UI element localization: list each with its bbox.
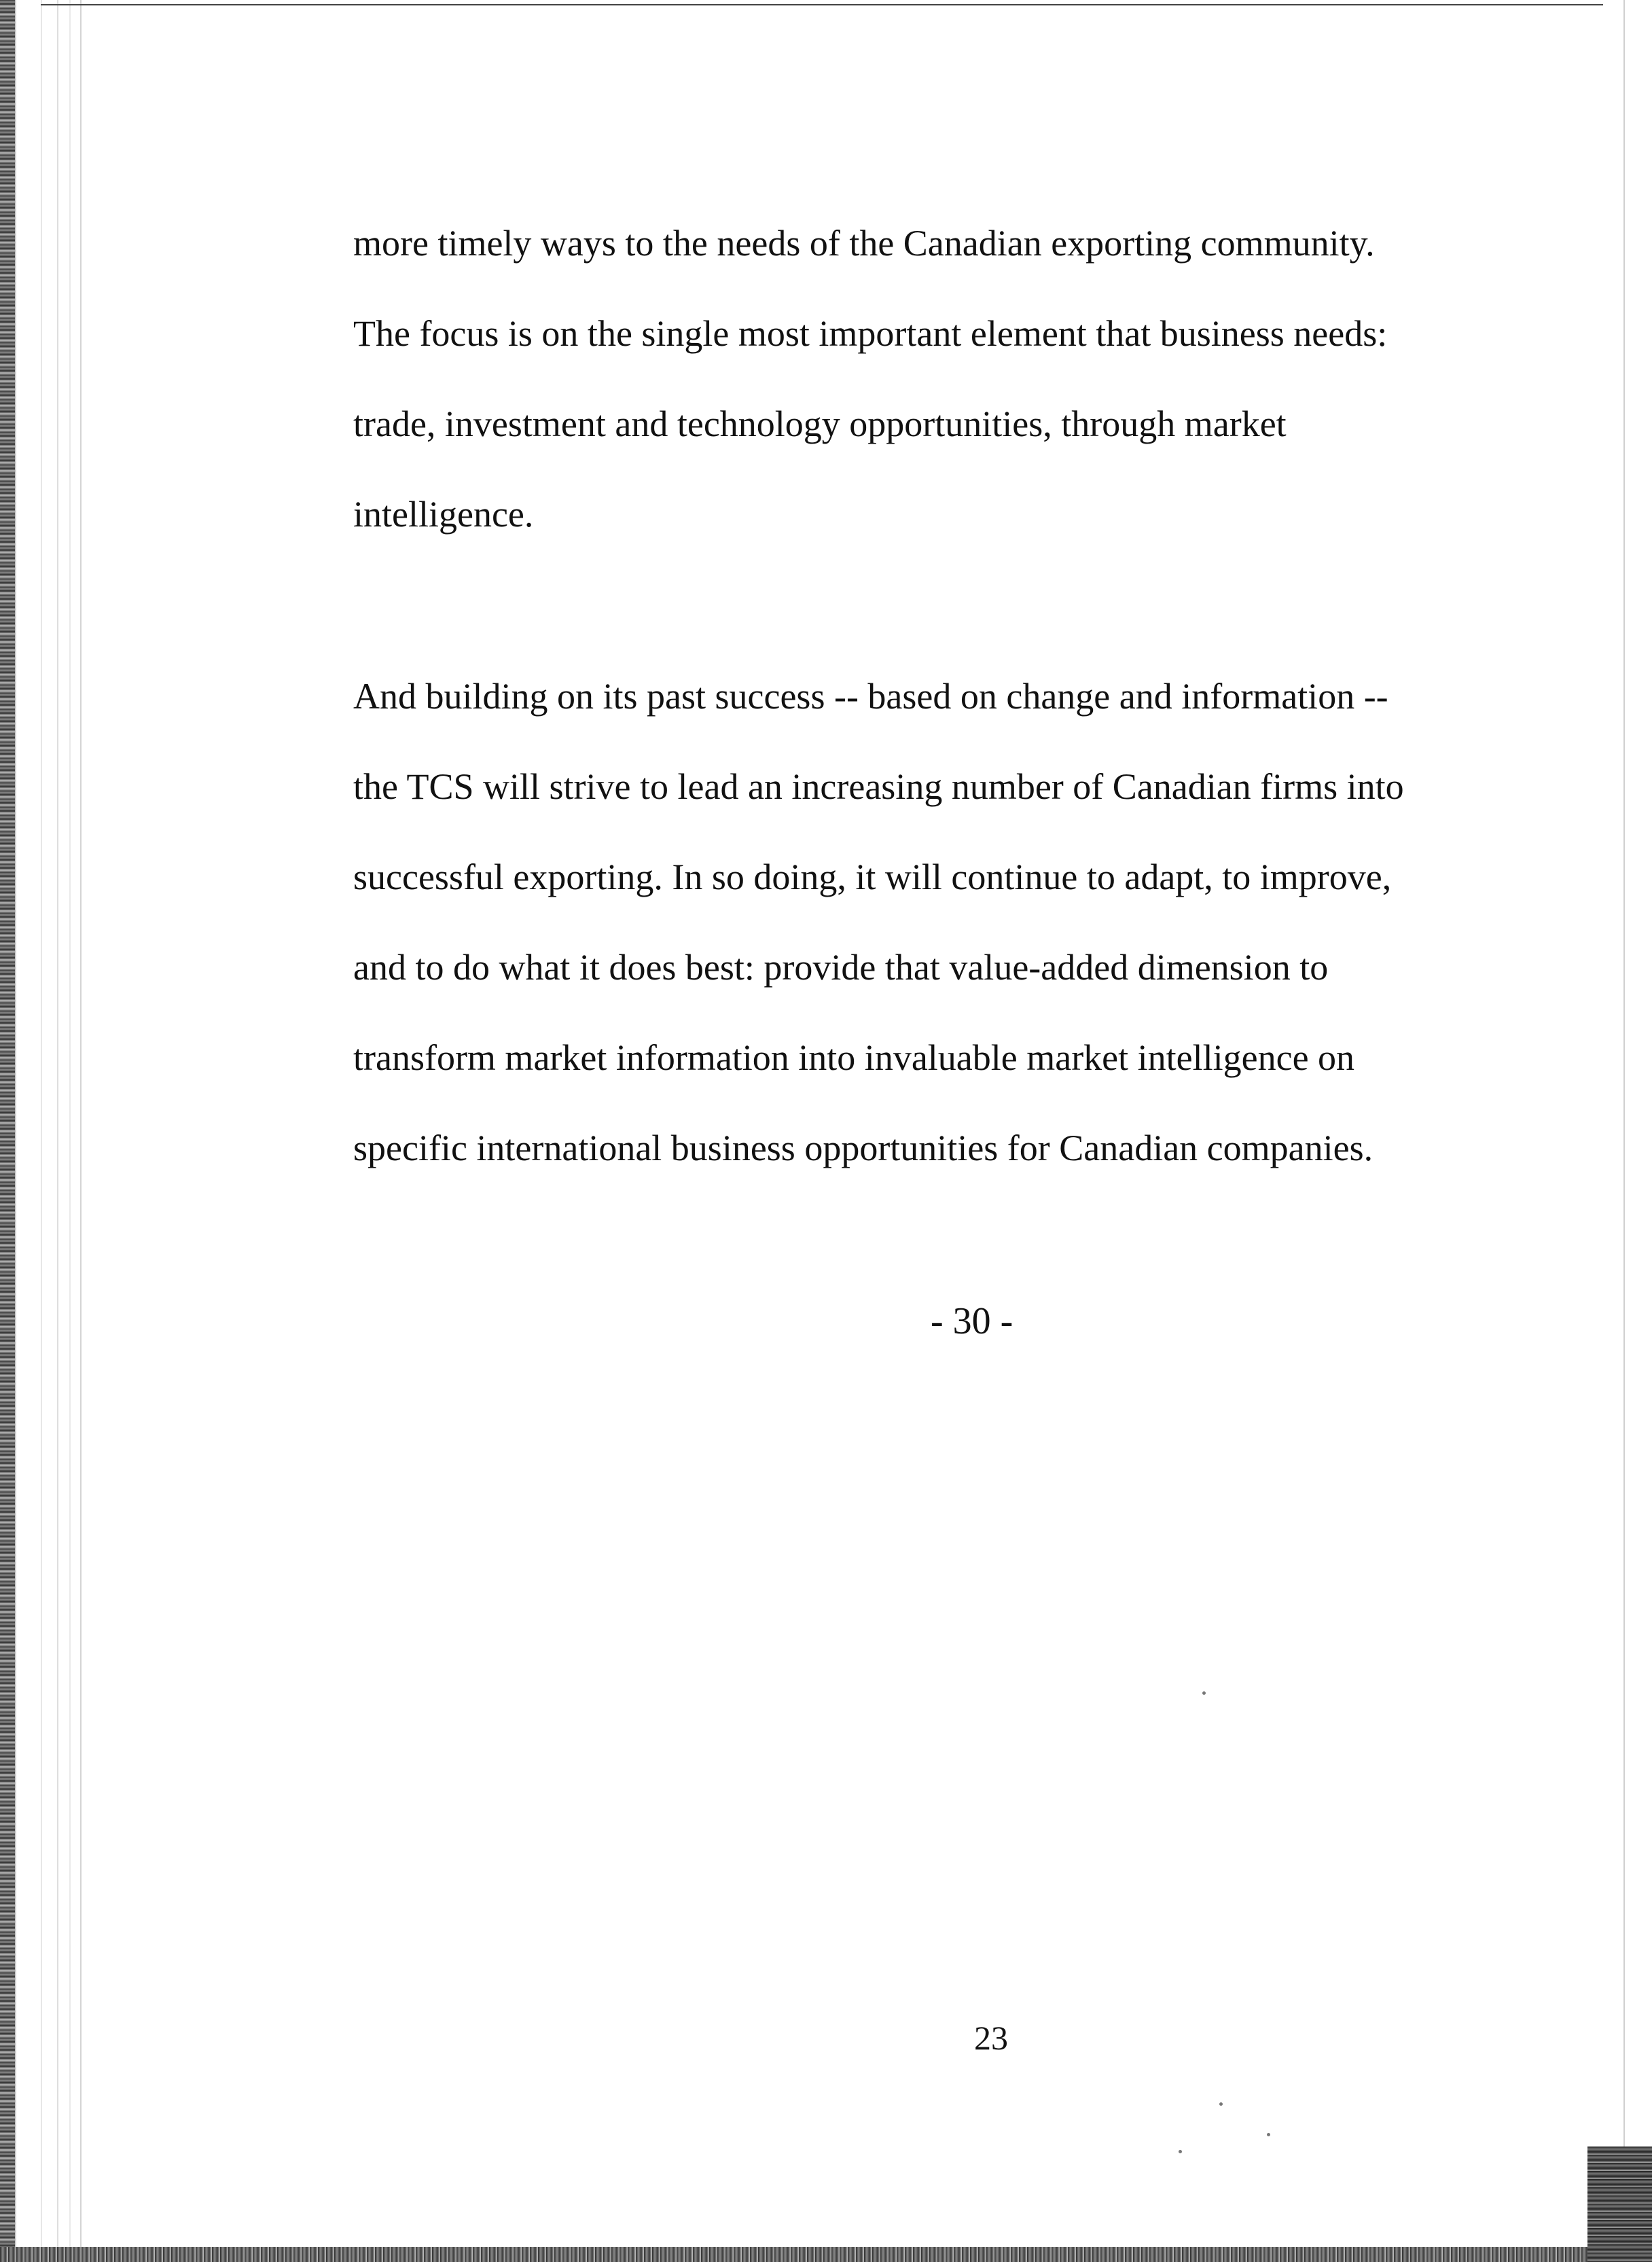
scan-speck (1267, 2133, 1270, 2136)
scan-speck (1202, 1691, 1206, 1695)
scan-right-edge (1623, 0, 1625, 2147)
text-line: and to do what it does best: provide that value-added dimension to (353, 947, 1329, 988)
document-body (353, 198, 1576, 1193)
scan-speck (1179, 2150, 1182, 2153)
text-line: transform market information into invaluable market intelligence on (353, 1037, 1355, 1078)
text-line: the TCS will strive to lead an increasing number of Canadian firms into (353, 766, 1404, 807)
text-line: trade, investment and technology opportunities, through market (353, 403, 1287, 444)
scan-left-edge (0, 0, 15, 2262)
text-line: And building on its past success -- based on change and information -- (353, 676, 1388, 717)
section-page-label: - 30 - (931, 1300, 1013, 1342)
page-number: 23 (974, 2019, 1008, 2057)
scan-top-edge (41, 0, 1603, 5)
paragraph-2 (353, 651, 1576, 1193)
scan-page-stack-lines (15, 0, 90, 2262)
scan-bottom-right-corner (1587, 2147, 1652, 2262)
text-line: The focus is on the single most important element that business needs: (353, 313, 1388, 354)
text-line: intelligence. (353, 494, 534, 535)
text-line: specific international business opportunities for Canadian companies. (353, 1128, 1373, 1168)
scan-speck (1219, 2102, 1223, 2106)
paragraph-gap (353, 560, 1576, 651)
text-line: more timely ways to the needs of the Canadian exporting community. (353, 223, 1375, 264)
paragraph-1 (353, 198, 1576, 560)
scan-bottom-edge (0, 2247, 1652, 2262)
text-line: successful exporting. In so doing, it will continue to adapt, to improve, (353, 857, 1392, 897)
